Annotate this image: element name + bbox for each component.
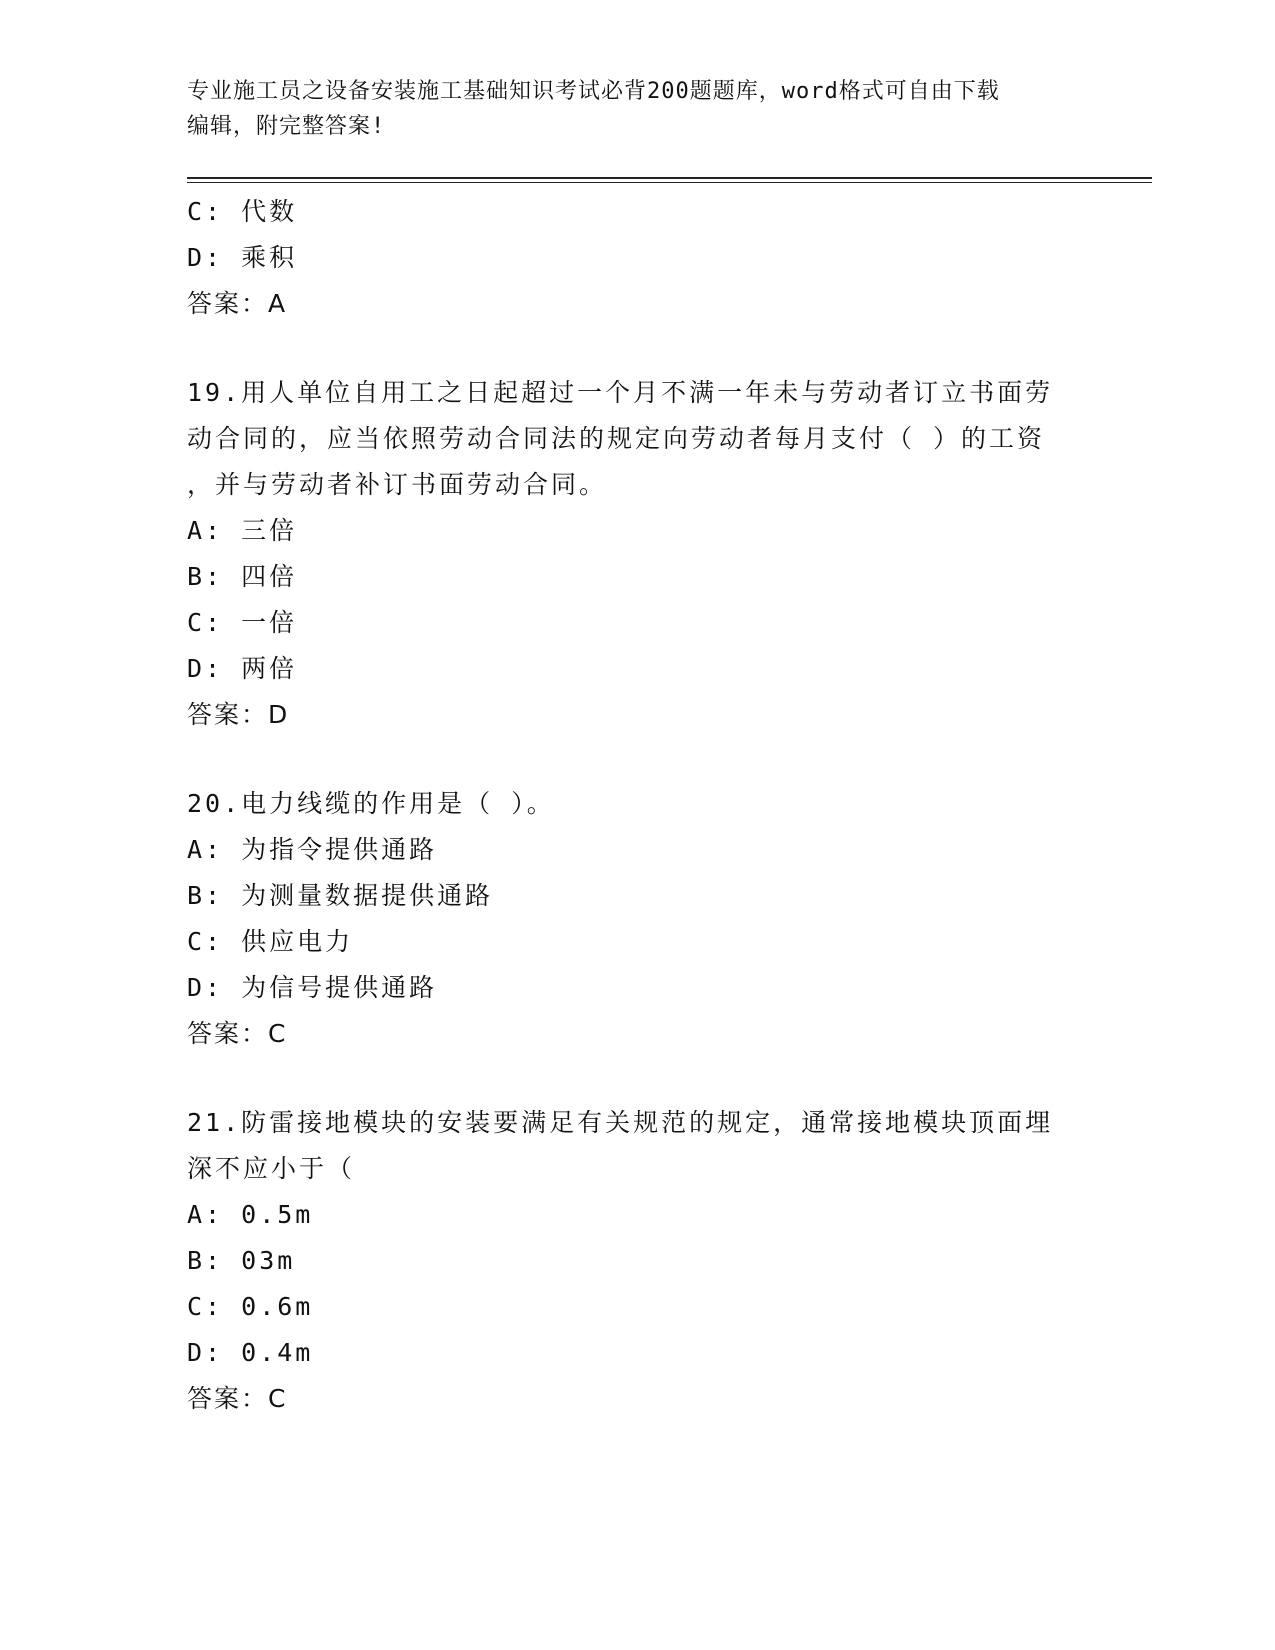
option-d: D: 乘积 <box>187 243 298 272</box>
answer: 答案：C <box>187 1019 288 1048</box>
question-21 <box>187 1100 1087 1422</box>
answer: 答案：C <box>187 1384 288 1413</box>
option-c: C: 供应电力 <box>187 927 354 956</box>
option-a: A: 0.5m <box>187 1200 314 1229</box>
header-line-1: 专业施工员之设备安装施工基础知识考试必背200题题库，word格式可自由下载 <box>187 79 1000 104</box>
question-text-line: 动合同的，应当依照劳动合同法的规定向劳动者每月支付（ ）的工资 <box>187 424 1046 453</box>
answer: 答案：D <box>187 700 290 729</box>
option-b: B: 03m <box>187 1246 296 1275</box>
question-text-line: 20.电力线缆的作用是（ ）。 <box>187 789 555 818</box>
question-18 <box>187 189 1087 327</box>
option-c: C: 代数 <box>187 197 298 226</box>
option-d: D: 两倍 <box>187 654 298 683</box>
option-d: D: 0.4m <box>187 1338 314 1367</box>
question-20 <box>187 781 1087 1057</box>
option-a: A: 为指令提供通路 <box>187 835 438 864</box>
spacer <box>187 327 1087 370</box>
option-a: A: 三倍 <box>187 516 298 545</box>
document-header <box>187 74 1087 144</box>
header-divider-thick <box>187 177 1152 179</box>
header-line-2: 编辑，附完整答案! <box>187 114 386 139</box>
document-body <box>187 189 1087 1422</box>
option-b: B: 四倍 <box>187 562 298 591</box>
option-b: B: 为测量数据提供通路 <box>187 881 494 910</box>
question-text-line: 19.用人单位自用工之日起超过一个月不满一年未与劳动者订立书面劳 <box>187 378 1054 407</box>
header-divider-thin <box>187 182 1152 183</box>
spacer <box>187 1057 1087 1100</box>
spacer <box>187 738 1087 781</box>
question-text-line: 21.防雷接地模块的安装要满足有关规范的规定，通常接地模块顶面埋 <box>187 1108 1054 1137</box>
question-19 <box>187 370 1087 738</box>
option-c: C: 一倍 <box>187 608 298 637</box>
option-d: D: 为信号提供通路 <box>187 973 438 1002</box>
option-c: C: 0.6m <box>187 1292 314 1321</box>
question-text-line: 深不应小于（ <box>187 1154 356 1183</box>
question-text-line: ，并与劳动者补订书面劳动合同。 <box>187 470 608 499</box>
answer: 答案：A <box>187 289 288 318</box>
